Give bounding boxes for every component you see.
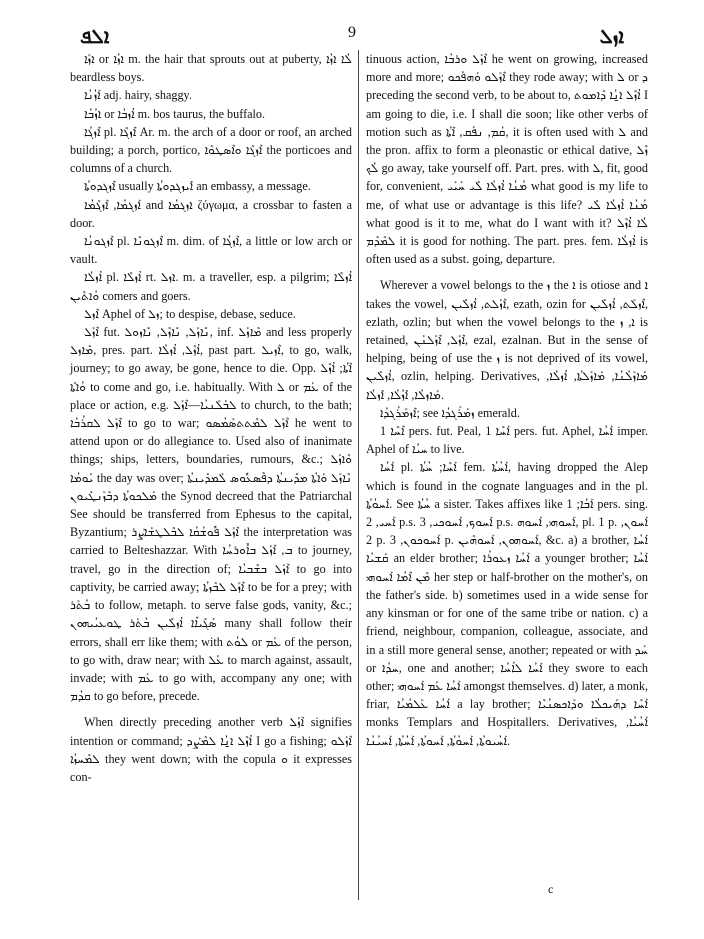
entry: ܐܰܚܳܐ pl. ܐܰܚܶܐ; ܚܳܬܳܐ fem. ܐܰܚܳܬܳܐ, having dropped the Alep which is found in the cognate languages and in the pl. ܐܰܚܘܳܬܳܐ. See ܚܳܬܳܐ a sister. Takes affixes like ܐܰܒܳܐ; 1 pers. sing. ܐܰܚܝ, 2 p.s. ܐܰܚܘܟ, ܐܰܚܘܟܝ, 3 p.s. ܐܰܚܘܗܝ, ܐܰܚܘܗ, pl. 1 p. ܐܰܚܘܢ, 2 p. ܐܰܚܘܟܘܢ, 3 p. ܐܰܚܘܗܘܢ, ܐܰܚܘܗܶܝܢ, &c. a) a brother, ܐܰܚܳܐ ܩܰܫܝܳܐ an elder brother; ܐܰܚܳܐ ܙܥܘܪܳܐ a younger brother; ܐܰܚܳܐ ܡܶܢ ܐܶܡܳܐ ܐܰܚܘܗܝ her step or half-brother on the mother's, on the father's side. b) sometimes used in a wide sense for any kinsman or for one of the same tribe or nation. c) a friend, neighbour, companion, colleague, associate, and in a still more general sense, another; repeated or with ܚܰܕ or ܚܕܳܐ, one and another; ܐܰܚܳܐ ܠܐܰܚܳܐ they swore to each other; ܐܰܚܳܐ ܥܰܡ ܐܰܚܘܗܝ amongst themselves. d) later, a monk, friar, ܐܰܚܳܐ ܥܰܠܡܳܝܳܐ a lay brother; ܐܰܚܶܐ ܕܗܰܝܟܠܳܐ ܘܕܰܐܟܣܢܳܝܶܐ monks Templars and Hospitallers. Derivatives, ܐܰܚܳܝܳܐ, ܐܰܚܳܝܘܬܳܐ, ܐܰܚܘܳܬܳܐ, ܐܰܚܘܬܳܐ, ܐܰܚܳܬܳܐ, ܐܰܚܝܳܢܳܐ.	[366, 460, 649, 748]
entry: ܐܶܚܶܐ 1 pers. fut. Peal, ܐܰܚܶܐ 1 pers. fut. Aphel, ܐܰܚܳܐ imper. Aphel of ܚܝܳܐ to live.	[366, 424, 648, 457]
entry: ܐܶܙܓܕܘܬܳܐ usually ܐܺܝܙܓܕܘܬܳܐ an embassy, a message.	[84, 179, 311, 194]
entry: tinuous action, ܐܶܙܰܠ ܘܪܒܳܐ he went on growing, increased more and more; ܐܶܙܰܠܘ ܘܰܗܦܰܟܘ they rode away; with ܠ or ܕ preceding the second verb, to be about to, ܐܳܙܶܠ ܐ̱ܢܳܐ ܕܶܐܡܘܬ I am going to die, i.e. I shall die soon; like other verbs of motion such as ܩܳܡ, ܢܦܰܩ, ܐܶܬܳܐ, it is often used with ܠ and the pron. affix to form a pleonastic or ethical dative, ܙܶܠ ܠܳܟ go away, take yourself off. Part. pres. with ܠ, fit, good for, convenient, ܡܳܢܳܐ ܐܳܙܠܳܐ ܠܺܝ ܚܰܝܰܝ what good is my life to me, of what use or advantage is this life? ܡܳܢܳܐ ܐܳܙܠܳܐ ܠܺܝ what good is it to me, what do I want with it? ܠܳܐ ܐܳܙܶܠ ܠܡܶܕܶܡ it is good for nothing. The part. pres. fem. ܐܳܙܠܳܐ is often used as a subst. going, departure.	[366, 52, 649, 267]
entry: ܐܶܙܡܰܪܰܓܕܳܐ; see ܙܡܰܪܰܓܕܳܐ emerald.	[380, 405, 520, 420]
entry: Wherever a vowel belongs to the ܙ the ܐ is otiose and ܐ takes the vowel, ܐܶܙܰܠܬ, ܐܳܙܠܺܝܢ, ezath, ozin for ܐܶܙܠܰܬ, ܐܳܙܠܺܝܢ, ezlath, ozlin; but when the vowel belongs to the ܐ, ܙ is retained, ܐܶܙܰܠ, ܐܶܙܰܠܢܰܢ, ezal, ezalnan. But in the sense of helping, being of use the ܙ is not deprived of its vowel, ܐܳܙܠܺܝܢ, ozlin, helping. Derivatives, ܡܰܐܙܰܠܳܢܳܐ, ܡܰܐܙܰܠܬܳܐ, ܐܳܙܠܳܐ, ܡܰܐܙܠܳܐ, ܐܺܙܳܠܳܐ, ܐܺܙܠܳܐ.	[366, 278, 649, 402]
entry: ܐܶܙܓܳܐ pl. ܐܶܙܓܶܐ Ar. m. the arch of a door or roof, an arched building; a porch, portico, ܐܶܙܓܶܐ ܘܐܶܣܛܘܶܐ the porticoes and columns of a church.	[70, 124, 352, 176]
right-column	[366, 50, 648, 750]
entry: ܐܙܳܒܳܐ or ܐܳܙܒܳܐ m. bos taurus, the buffalo.	[84, 106, 266, 121]
header-left-word: ܐܠܦ	[80, 24, 110, 48]
entry: ܐܙܰܐ or ܐܙܳܐ m. the hair that sprouts out at puberty, ܠܳܐ ܐܙܳܐ beardless boys.	[70, 52, 352, 85]
entry: ܐܰܙܓܡܳܐ, ܐܶܙܓܶܡܳܐ and ܐܙܓܡܳܐ ζύγωμα, a crossbar to fasten a door.	[70, 197, 352, 230]
entry: When directly preceding another verb ܐܶܙܰܠ signifies intention or command; ܐܳܙܶܠ ܐ̱ܢܳܐ ܠܡܶܨܰܕ I go a fishing; ܐܶܙܰܠܘ ܠܡܶܚܙܳܐ they went down; with the copula ܘ it expresses con-	[70, 715, 352, 784]
left-column	[70, 50, 352, 786]
page-number: 9	[348, 24, 356, 41]
header-right-word: ܐܙܠ	[599, 24, 624, 48]
entry: ܐܶܙܰܠ fut. ܢܺܐܙܰܠ, ܢܺܐܙܶܠ, ܢܺܐܙܘܠ, inf. ܡܶܐܙܰܠ and less properly ܡܺܐܙܠ, pres. part. ܐܳܙܶܠ, ܐܳܙܠܳܐ, past part. ܐܶܙܝܠ, to go, walk, journey; to go away, be gone, hence to die. Opp. ܐܶܬܳܐ; ܐܳܙܶܠ ܘܳܐܬܶܐ to come and go, i.e. habitually. With ܠ or ܥܰܡ of the place or action, e.g. ܠܒܰܠܰܢܝܳܐ—ܐܶܙܰܠ to church, to the bath; ܐܶܙܰܠ ܠܩܪܳܒܳܐ to go to war; ܐܶܙܰܠ ܠܡܶܬܬܣܰܡܳܣܘ he went to attend upon or do allegiance to. Used also of inanimate things; ships, letters, boundaries, rumours, &c.; ܘܶܐܙܰܠ ܝܰܘܡܳܐ the day was over; ܢܶܐܙܰܠ ܘܰܐܬܳܐ ܡܕܺܝܢܬܳܐ ܕܦܶܣܥܽܘܣ ܠܰܡܕܺܝܢܬܳܐ ܡܰܠܟܘܬܳܐ ܕܒܶܙܰܢܛܺܝܘܢ the Synod decreed that the Patriarchal See should be transferred from Ephesus to the capital, Byzantium; ܐܶܙܰܠ ܦܽܘܫܳܩܳܐ ܠܒܶܠܛܫܰܐܨܰܪ the interpretation was carried to Belteshazzar. With ܒ, ܐܶܙܰܠ ܒܐܽܘܪܚܳܐ to journey, travel, go in the direction of; ܐܶܙܰܠ ܒܫܶܒܝܳܐ to go into captivity, be carried away; ܐܶܙܰܠ ܠܒܶܙܬܳܐ to be for a prey; with ܒܳܬܰܪ to follow, metaph. to serve false gods, vanity, &c.; ܣܰܓܺܝܐܶܐ ܐܳܙܠܺܝܢ ܒܳܬܰܪ ܛܘܥܝܳܝܗܘܢ many shall follow their errors, shall err like them; with ܠܘܳܬ or ܥܰܡ of the person, to go with, draw near; with ܥܰܠ to march against, assault, invade; with ܥܰܡ to go with, accompany any one; with ܩܕܳܡ to go before, precede.	[70, 325, 353, 704]
entry: ܐܶܙܓܘܢܳܐ pl. ܐܶܙܓܘܢܶܐ m. dim. of ܐܶܙܓܳܐ, a little or low arch or vault.	[70, 234, 353, 267]
entry: ܐܶܙܠ Aphel of ܙܠ; to despise, debase, seduce.	[84, 306, 296, 321]
column-divider	[358, 50, 359, 900]
running-header	[70, 24, 634, 48]
entry: ܐܰܙܳܢܳܐ adj. hairy, shaggy.	[84, 88, 192, 103]
signature-mark: c	[548, 882, 554, 896]
entry: ܐܳܙܠܳܐ pl. ܐܳܙܠܶܐ rt. ܐܙܠ. m. a traveller, esp. a pilgrim; ܐܳܙܠܶܐ ܘܳܐܬܶܝܢ comers and goers.	[70, 270, 352, 303]
